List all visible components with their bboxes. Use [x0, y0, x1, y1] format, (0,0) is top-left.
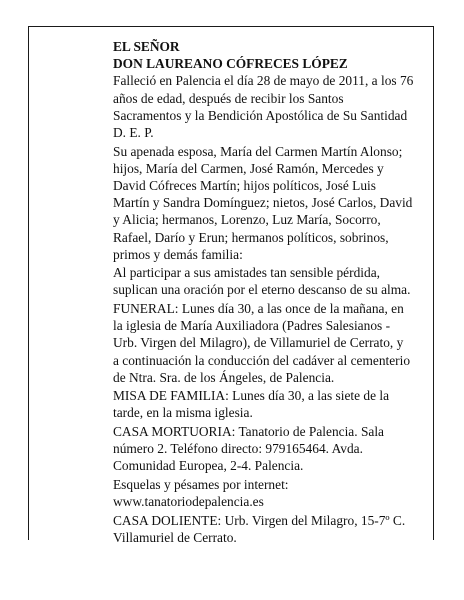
text-line: Sacramentos y la Bendición Apostólica de Su Santidad: [113, 107, 408, 123]
text-line: D. E. P.: [113, 125, 154, 141]
text-line: Comunidad Europea, 2-4. Palencia.: [113, 458, 304, 474]
text-line: la iglesia de María Auxiliadora (Padres Salesianos -: [113, 318, 391, 334]
text-line: suplican una oración por el eterno descanso de su alma.: [113, 282, 411, 298]
heading-line-1: EL SEÑOR: [113, 39, 180, 54]
deceased-title: [113, 38, 423, 72]
text-line: Falleció en Palencia el día 28 de mayo de 2011, a los 76: [113, 73, 414, 89]
family-mass: [113, 387, 423, 421]
funeral-home: [113, 423, 423, 475]
obituary-notice: [113, 38, 423, 547]
mourning-house: [113, 512, 423, 546]
text-line: de Ntra. Sra. de los Ángeles, de Palencia.: [113, 369, 335, 385]
text-line: y Alicia; hermanos, Lorenzo, Luz María, Socorro,: [113, 212, 381, 228]
condolences-website: www.tanatoriodepalencia.es: [113, 494, 264, 510]
text-line: FUNERAL: Lunes día 30, a las once de la mañana, en: [113, 300, 404, 316]
text-line: CASA MORTUORIA: Tanatorio de Palencia. Sala: [113, 423, 384, 439]
text-line: Rafael, Darío y Erun; hermanos políticos, sobrinos,: [113, 229, 389, 245]
funeral-details: [113, 300, 423, 386]
text-line: MISA DE FAMILIA: Lunes día 30, a las siete de la: [113, 388, 390, 404]
text-line: CASA DOLIENTE: Urb. Virgen del Milagro, 15-7º C.: [113, 512, 406, 528]
text-line: a continuación la conducción del cadáver al cementerio: [113, 352, 411, 368]
death-announcement: [113, 72, 423, 141]
text-line: Esquelas y pésames por internet:: [113, 476, 289, 492]
text-line: Villamuriel de Cerrato.: [113, 529, 237, 545]
online-condolences: [113, 476, 423, 510]
text-line: Martín y Sandra Domínguez; nietos, José Carlos, David: [113, 195, 413, 211]
text-line: hijos, María del Carmen, José Ramón, Mercedes y: [113, 160, 384, 176]
text-line: primos y demás familia:: [113, 246, 243, 262]
prayer-request: [113, 264, 423, 298]
text-line: David Cófreces Martín; hijos políticos, José Luis: [113, 177, 376, 193]
text-line: años de edad, después de recibir los Santos: [113, 90, 344, 106]
text-line: tarde, en la misma iglesia.: [113, 405, 253, 421]
text-line: número 2. Teléfono directo: 979165464. Avda.: [113, 441, 363, 457]
text-line: Su apenada esposa, María del Carmen Martín Alonso;: [113, 143, 403, 159]
heading-line-2: DON LAUREANO CÓFRECES LÓPEZ: [113, 56, 348, 72]
family-list: [113, 143, 423, 263]
text-line: Urb. Virgen del Milagro), de Villamuriel de Cerrato, y: [113, 335, 404, 351]
text-line: Al participar a sus amistades tan sensible pérdida,: [113, 265, 380, 281]
